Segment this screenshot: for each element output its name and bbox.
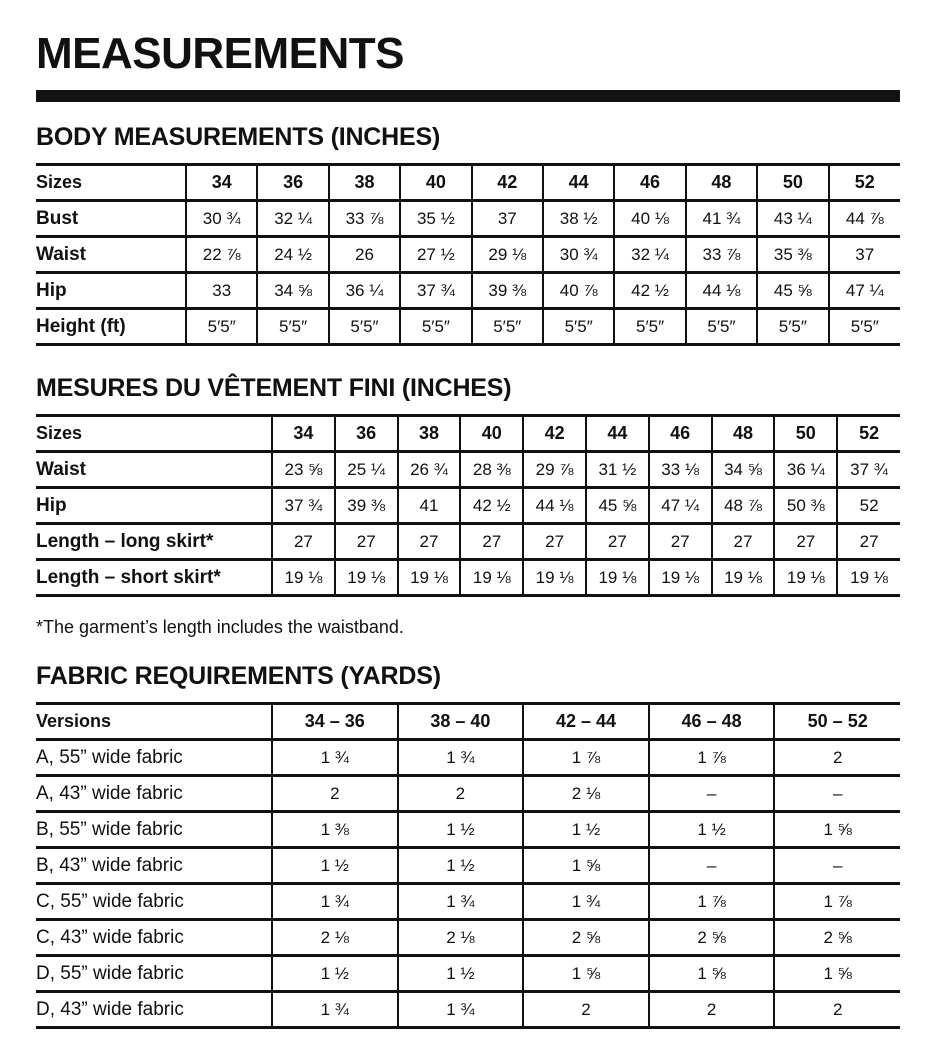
row-label: Hip bbox=[36, 488, 272, 524]
table-cell: 34 ⅝ bbox=[712, 452, 775, 488]
row-label: Length – long skirt* bbox=[36, 524, 272, 560]
column-header: 42 bbox=[523, 416, 586, 452]
table-cell: 37 ¾ bbox=[837, 452, 900, 488]
table-cell: 40 ⅛ bbox=[614, 201, 685, 237]
table-cell: 1 ⅞ bbox=[523, 740, 649, 776]
table-cell: 1 ⅜ bbox=[272, 812, 398, 848]
table-cell: 26 bbox=[329, 237, 400, 273]
table-cell: 1 ⅞ bbox=[649, 884, 775, 920]
table-cell: 42 ½ bbox=[460, 488, 523, 524]
table-cell: 2 bbox=[774, 740, 900, 776]
table-row bbox=[36, 992, 900, 1028]
table-cell: 42 ½ bbox=[614, 273, 685, 309]
table-cell: 27 bbox=[774, 524, 837, 560]
table-cell: 5′5″ bbox=[614, 309, 685, 345]
table-cell: 33 ⅞ bbox=[686, 237, 757, 273]
table-cell: 47 ¼ bbox=[829, 273, 900, 309]
column-header: 46 bbox=[614, 165, 685, 201]
column-header: 44 bbox=[543, 165, 614, 201]
table-cell: 1 ¾ bbox=[398, 740, 524, 776]
row-label: C, 43” wide fabric bbox=[36, 920, 272, 956]
table-cell: 39 ⅜ bbox=[472, 273, 543, 309]
table-cell: 5′5″ bbox=[257, 309, 328, 345]
body-measurements-table bbox=[36, 163, 900, 346]
table-cell: 5′5″ bbox=[472, 309, 543, 345]
row-label: A, 55” wide fabric bbox=[36, 740, 272, 776]
table-cell: 48 ⅞ bbox=[712, 488, 775, 524]
table-cell: 29 ⅛ bbox=[472, 237, 543, 273]
table-row bbox=[36, 560, 900, 596]
table-cell: 38 ½ bbox=[543, 201, 614, 237]
row-label: Hip bbox=[36, 273, 186, 309]
table-cell: 36 ¼ bbox=[774, 452, 837, 488]
table-cell: 5′5″ bbox=[686, 309, 757, 345]
column-header: 52 bbox=[829, 165, 900, 201]
table-row bbox=[36, 452, 900, 488]
table-cell: 22 ⅞ bbox=[186, 237, 257, 273]
table-cell: 5′5″ bbox=[400, 309, 471, 345]
table-row bbox=[36, 848, 900, 884]
table-cell: 43 ¼ bbox=[757, 201, 828, 237]
row-label: B, 55” wide fabric bbox=[36, 812, 272, 848]
table-cell: – bbox=[649, 776, 775, 812]
column-header: 44 bbox=[586, 416, 649, 452]
table-cell: – bbox=[774, 776, 900, 812]
table-cell: 1 ⅝ bbox=[649, 956, 775, 992]
table-cell: 27 bbox=[398, 524, 461, 560]
page-title: MEASUREMENTS bbox=[36, 29, 405, 78]
length-footnote: *The garment’s length includes the waistband. bbox=[36, 617, 404, 637]
table-cell: 27 ½ bbox=[400, 237, 471, 273]
table-row bbox=[36, 884, 900, 920]
table-cell: 1 ⅝ bbox=[523, 848, 649, 884]
table-cell: 1 ½ bbox=[272, 848, 398, 884]
table-cell: 19 ⅛ bbox=[649, 560, 712, 596]
table-cell: 27 bbox=[460, 524, 523, 560]
table-cell: 1 ¾ bbox=[398, 884, 524, 920]
table-cell: 1 ½ bbox=[649, 812, 775, 848]
column-header: 42 bbox=[472, 165, 543, 201]
table-cell: 31 ½ bbox=[586, 452, 649, 488]
table-cell: 29 ⅞ bbox=[523, 452, 586, 488]
table-cell: 19 ⅛ bbox=[398, 560, 461, 596]
table-cell: 1 ½ bbox=[398, 956, 524, 992]
table-cell: 2 ⅛ bbox=[523, 776, 649, 812]
table-cell: 24 ½ bbox=[257, 237, 328, 273]
table-cell: 39 ⅜ bbox=[335, 488, 398, 524]
table-cell: 37 ¾ bbox=[400, 273, 471, 309]
table-row bbox=[36, 956, 900, 992]
table-cell: 35 ⅜ bbox=[757, 237, 828, 273]
column-header: 46 bbox=[649, 416, 712, 452]
column-header: 48 bbox=[712, 416, 775, 452]
table-cell: 19 ⅛ bbox=[712, 560, 775, 596]
table-cell: 27 bbox=[712, 524, 775, 560]
table-cell: 5′5″ bbox=[543, 309, 614, 345]
table-cell: 34 ⅝ bbox=[257, 273, 328, 309]
header-label: Sizes bbox=[36, 165, 186, 201]
table-cell: 1 ½ bbox=[523, 812, 649, 848]
table-cell: 1 ⅝ bbox=[774, 956, 900, 992]
table-cell: 2 bbox=[272, 776, 398, 812]
column-header: 34 bbox=[186, 165, 257, 201]
table-cell: 26 ¾ bbox=[398, 452, 461, 488]
table-cell: 5′5″ bbox=[186, 309, 257, 345]
table-cell: 33 ⅞ bbox=[329, 201, 400, 237]
row-label: D, 55” wide fabric bbox=[36, 956, 272, 992]
table-cell: 25 ¼ bbox=[335, 452, 398, 488]
row-label: Height (ft) bbox=[36, 309, 186, 345]
table-cell: 1 ⅝ bbox=[774, 812, 900, 848]
table-cell: 27 bbox=[272, 524, 335, 560]
table-cell: 1 ⅝ bbox=[523, 956, 649, 992]
table-cell: 37 ¾ bbox=[272, 488, 335, 524]
table-cell: 32 ¼ bbox=[257, 201, 328, 237]
table-cell: 1 ¾ bbox=[523, 884, 649, 920]
column-header: 50 bbox=[757, 165, 828, 201]
table-cell: 44 ⅛ bbox=[686, 273, 757, 309]
table-cell: – bbox=[649, 848, 775, 884]
table-cell: 41 bbox=[398, 488, 461, 524]
table-cell: 1 ½ bbox=[272, 956, 398, 992]
table-cell: 27 bbox=[837, 524, 900, 560]
column-header: 48 bbox=[686, 165, 757, 201]
column-header: 36 bbox=[257, 165, 328, 201]
table-row bbox=[36, 273, 900, 309]
row-label: Length – short skirt* bbox=[36, 560, 272, 596]
table-cell: 1 ¾ bbox=[272, 740, 398, 776]
table-cell: 45 ⅝ bbox=[757, 273, 828, 309]
table-row bbox=[36, 776, 900, 812]
finished-measurements-table bbox=[36, 414, 900, 597]
table-cell: 19 ⅛ bbox=[335, 560, 398, 596]
row-label: D, 43” wide fabric bbox=[36, 992, 272, 1028]
column-header: 34 – 36 bbox=[272, 704, 398, 740]
row-label: A, 43” wide fabric bbox=[36, 776, 272, 812]
column-header: 40 bbox=[400, 165, 471, 201]
column-header: 50 – 52 bbox=[774, 704, 900, 740]
table-cell: 2 bbox=[649, 992, 775, 1028]
table-cell: 45 ⅝ bbox=[586, 488, 649, 524]
table-cell: 2 ⅛ bbox=[272, 920, 398, 956]
table-cell: 2 bbox=[398, 776, 524, 812]
table-cell: 27 bbox=[586, 524, 649, 560]
table-cell: 19 ⅛ bbox=[460, 560, 523, 596]
table-cell: 19 ⅛ bbox=[272, 560, 335, 596]
table-cell: 1 ¾ bbox=[272, 884, 398, 920]
table-header-row bbox=[36, 704, 900, 740]
table-row bbox=[36, 309, 900, 345]
table-cell: 2 ⅛ bbox=[398, 920, 524, 956]
table-cell: 37 bbox=[829, 237, 900, 273]
header-label: Versions bbox=[36, 704, 272, 740]
finished-measurements-title: MESURES DU VÊTEMENT FINI (INCHES) bbox=[36, 374, 512, 402]
row-label: Waist bbox=[36, 452, 272, 488]
column-header: 40 bbox=[460, 416, 523, 452]
table-cell: 33 ⅛ bbox=[649, 452, 712, 488]
table-cell: 35 ½ bbox=[400, 201, 471, 237]
table-cell: 27 bbox=[335, 524, 398, 560]
table-cell: 1 ⅞ bbox=[649, 740, 775, 776]
table-cell: 32 ¼ bbox=[614, 237, 685, 273]
table-cell: 1 ½ bbox=[398, 812, 524, 848]
table-cell: 52 bbox=[837, 488, 900, 524]
column-header: 38 bbox=[329, 165, 400, 201]
table-cell: 36 ¼ bbox=[329, 273, 400, 309]
table-cell: 47 ¼ bbox=[649, 488, 712, 524]
table-row bbox=[36, 237, 900, 273]
table-header-row bbox=[36, 165, 900, 201]
table-cell: 19 ⅛ bbox=[837, 560, 900, 596]
table-cell: 27 bbox=[523, 524, 586, 560]
table-cell: 28 ⅜ bbox=[460, 452, 523, 488]
fabric-requirements-title: FABRIC REQUIREMENTS (YARDS) bbox=[36, 662, 441, 690]
table-cell: 2 ⅝ bbox=[523, 920, 649, 956]
table-cell: 33 bbox=[186, 273, 257, 309]
table-cell: 2 ⅝ bbox=[649, 920, 775, 956]
table-cell: 1 ½ bbox=[398, 848, 524, 884]
table-cell: 5′5″ bbox=[829, 309, 900, 345]
column-header: 38 bbox=[398, 416, 461, 452]
table-cell: – bbox=[774, 848, 900, 884]
table-cell: 50 ⅜ bbox=[774, 488, 837, 524]
table-cell: 19 ⅛ bbox=[586, 560, 649, 596]
table-cell: 2 ⅝ bbox=[774, 920, 900, 956]
table-cell: 2 bbox=[523, 992, 649, 1028]
column-header: 42 – 44 bbox=[523, 704, 649, 740]
table-cell: 37 bbox=[472, 201, 543, 237]
column-header: 50 bbox=[774, 416, 837, 452]
title-rule bbox=[36, 90, 900, 102]
row-label: Bust bbox=[36, 201, 186, 237]
table-cell: 23 ⅝ bbox=[272, 452, 335, 488]
column-header: 46 – 48 bbox=[649, 704, 775, 740]
table-row bbox=[36, 740, 900, 776]
table-row bbox=[36, 920, 900, 956]
table-cell: 27 bbox=[649, 524, 712, 560]
table-row bbox=[36, 812, 900, 848]
table-cell: 41 ¾ bbox=[686, 201, 757, 237]
table-row bbox=[36, 488, 900, 524]
table-header-row bbox=[36, 416, 900, 452]
table-cell: 44 ⅛ bbox=[523, 488, 586, 524]
header-label: Sizes bbox=[36, 416, 272, 452]
body-measurements-title: BODY MEASUREMENTS (INCHES) bbox=[36, 123, 441, 151]
table-cell: 2 bbox=[774, 992, 900, 1028]
column-header: 34 bbox=[272, 416, 335, 452]
table-cell: 1 ⅞ bbox=[774, 884, 900, 920]
row-label: Waist bbox=[36, 237, 186, 273]
fabric-requirements-table bbox=[36, 702, 900, 1029]
table-cell: 44 ⅞ bbox=[829, 201, 900, 237]
row-label: B, 43” wide fabric bbox=[36, 848, 272, 884]
table-row bbox=[36, 201, 900, 237]
table-cell: 30 ¾ bbox=[186, 201, 257, 237]
table-row bbox=[36, 524, 900, 560]
table-cell: 5′5″ bbox=[757, 309, 828, 345]
table-cell: 19 ⅛ bbox=[774, 560, 837, 596]
table-cell: 1 ¾ bbox=[398, 992, 524, 1028]
table-cell: 5′5″ bbox=[329, 309, 400, 345]
table-cell: 40 ⅞ bbox=[543, 273, 614, 309]
column-header: 52 bbox=[837, 416, 900, 452]
row-label: C, 55” wide fabric bbox=[36, 884, 272, 920]
column-header: 36 bbox=[335, 416, 398, 452]
column-header: 38 – 40 bbox=[398, 704, 524, 740]
table-cell: 30 ¾ bbox=[543, 237, 614, 273]
table-cell: 1 ¾ bbox=[272, 992, 398, 1028]
table-cell: 19 ⅛ bbox=[523, 560, 586, 596]
